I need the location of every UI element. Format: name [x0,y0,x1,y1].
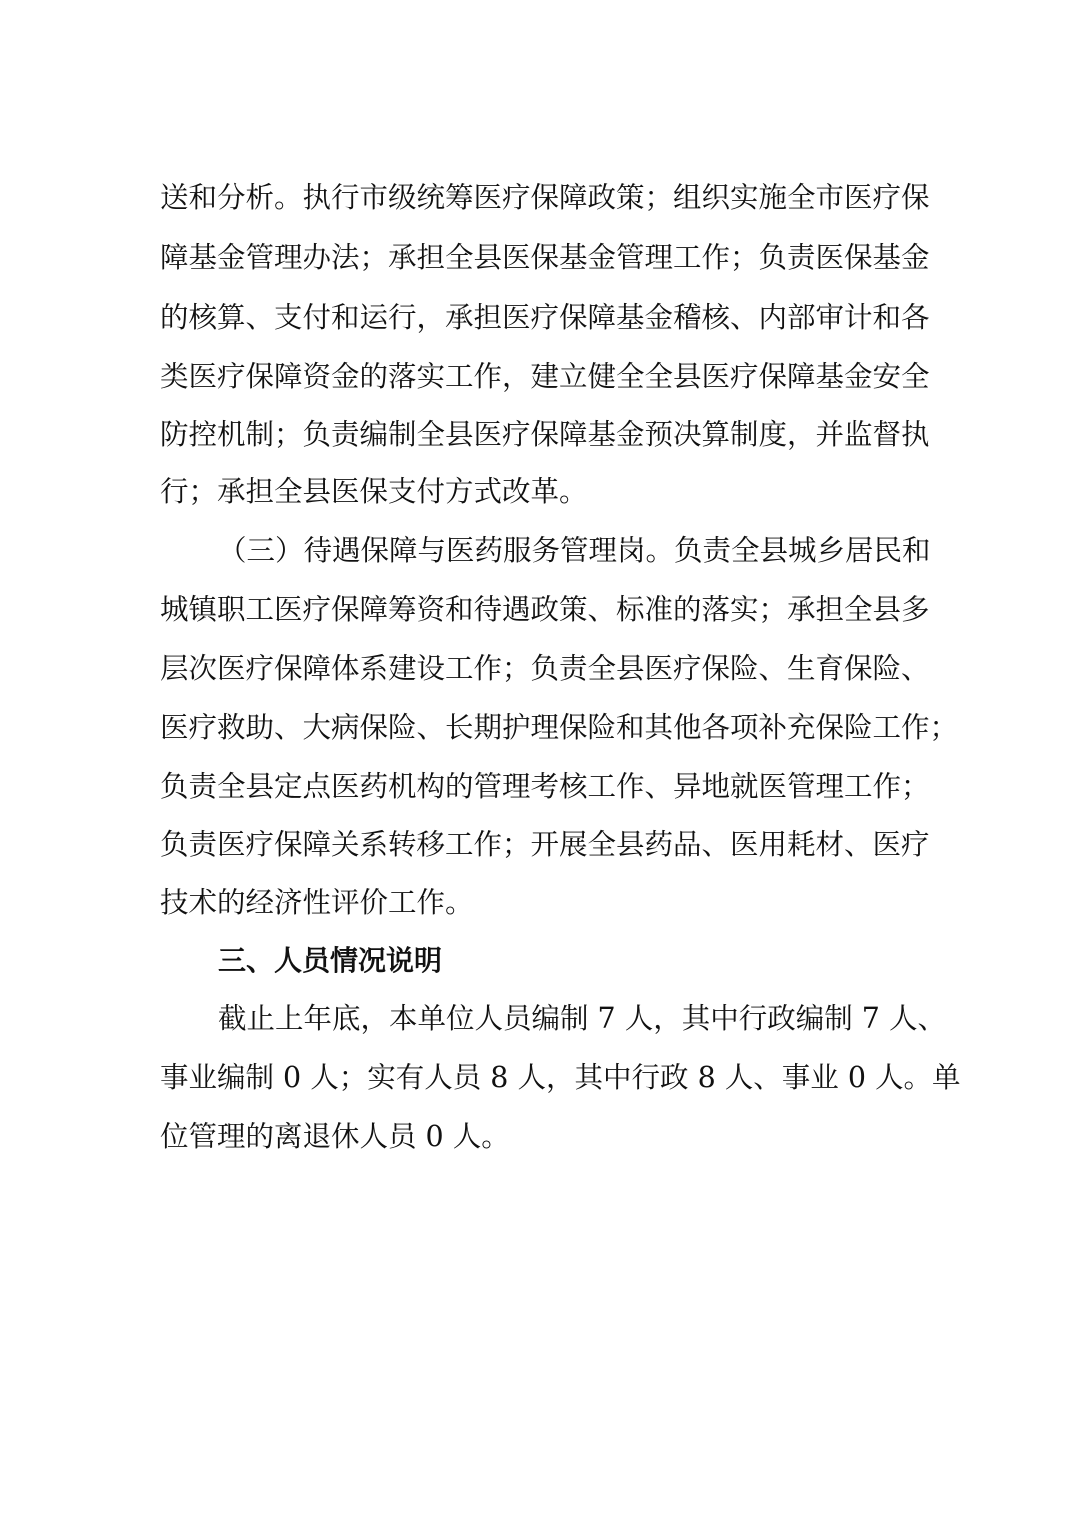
paragraph-line: 送和分析。执行市级统筹医疗保障政策；组织实施全市医疗保 [160,181,930,214]
paragraph-first-line: 截止上年底，本单位人员编制 7 人，其中行政编制 7 人、 [218,1002,947,1035]
paragraph-line: 的核算、支付和运行，承担医疗保障基金稽核、内部审计和各 [160,301,930,334]
paragraph-line: 障基金管理办法；承担全县医保基金管理工作；负责医保基金 [160,241,930,274]
paragraph-line: 防控机制；负责编制全县医疗保障基金预决算制度，并监督执 [160,418,930,451]
paragraph-line: 技术的经济性评价工作。 [160,886,474,919]
paragraph-line: 医疗救助、大病保险、长期护理保险和其他各项补充保险工作； [160,711,959,744]
paragraph-line: 城镇职工医疗保障筹资和待遇政策、标准的落实；承担全县多 [160,593,930,626]
paragraph-line: 类医疗保障资金的落实工作，建立健全全县医疗保障基金安全 [160,360,930,393]
paragraph-line: 事业编制 0 人；实有人员 8 人，其中行政 8 人、事业 0 人。单 [160,1061,961,1094]
paragraph-line: 行；承担全县医保支付方式改革。 [160,475,588,508]
paragraph-line: 负责医疗保障关系转移工作；开展全县药品、医用耗材、医疗 [160,828,930,861]
paragraph-line: 负责全县定点医药机构的管理考核工作、异地就医管理工作； [160,770,930,803]
paragraph-line: 位管理的离退休人员 0 人。 [160,1120,510,1153]
paragraph-line: 层次医疗保障体系建设工作；负责全县医疗保险、生育保险、 [160,652,930,685]
section-heading: 三、人员情况说明 [218,944,443,977]
paragraph-first-line: （三）待遇保障与医药服务管理岗。负责全县城乡居民和 [218,534,931,567]
